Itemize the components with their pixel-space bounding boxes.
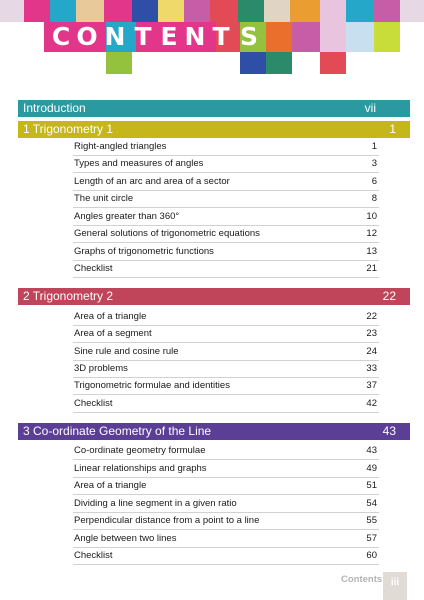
toc-entry[interactable] [73, 343, 379, 361]
entry-title: Angle between two lines [74, 533, 177, 544]
entry-title: Right-angled triangles [74, 141, 167, 152]
title-letter: O [76, 22, 98, 51]
entry-title: Area of a triangle [74, 311, 147, 322]
toc-entry[interactable] [73, 512, 379, 530]
chapter-1-header[interactable] [18, 121, 410, 138]
entry-page: 54 [366, 498, 377, 509]
entry-title: Types and measures of angles [74, 158, 204, 169]
title-letter: T [212, 22, 230, 51]
chapter-page: 1 [389, 122, 396, 136]
entry-title: Sine rule and cosine rule [74, 346, 179, 357]
toc-entry[interactable] [73, 243, 379, 261]
entry-title: Linear relationships and graphs [74, 463, 207, 474]
toc-entry[interactable] [73, 477, 379, 495]
entry-title: General solutions of trigonometric equations [74, 228, 260, 239]
entry-title: Area of a triangle [74, 480, 147, 491]
chapter-page: 43 [382, 424, 396, 438]
entry-title: Angles greater than 360° [74, 211, 180, 222]
toc-entry[interactable] [73, 308, 379, 326]
toc-entry[interactable] [73, 547, 379, 565]
chapter-title: 2 Trigonometry 2 [23, 289, 114, 303]
entry-page: 55 [366, 515, 377, 526]
entry-title: Graphs of trigonometric functions [74, 246, 214, 257]
entry-page: 51 [366, 480, 377, 491]
intro-page: vii [364, 101, 376, 115]
entry-page: 57 [366, 533, 377, 544]
intro-row[interactable] [18, 100, 410, 117]
entry-title: Co-ordinate geometry formulae [74, 445, 206, 456]
entry-page: 33 [366, 363, 377, 374]
chapter-title: 3 Co-ordinate Geometry of the Line [23, 424, 212, 438]
toc-entry[interactable] [73, 138, 379, 156]
title-letter: T [134, 22, 152, 51]
entry-page: 37 [366, 380, 377, 391]
entry-title: Checklist [74, 398, 113, 409]
entry-page: 22 [366, 311, 377, 322]
entry-page: 21 [366, 263, 377, 274]
entry-page: 24 [366, 346, 377, 357]
title-letter: E [160, 22, 178, 51]
entry-page: 8 [371, 193, 377, 204]
toc-entry[interactable] [73, 155, 379, 173]
title-letter: N [184, 22, 206, 51]
title-letter: C [51, 22, 71, 51]
chapter-2-header[interactable] [18, 288, 410, 305]
toc-entry[interactable] [73, 395, 379, 413]
entry-title: Perpendicular distance from a point to a line [74, 515, 260, 526]
toc-entry[interactable] [73, 225, 379, 243]
title-letter: S [239, 22, 258, 51]
entry-page: 49 [366, 463, 377, 474]
toc-entry[interactable] [73, 530, 379, 548]
entry-title: Trigonometric formulae and identities [74, 380, 230, 391]
entry-page: 10 [366, 211, 377, 222]
toc-entry[interactable] [73, 208, 379, 226]
footer-page-number: iii [383, 572, 407, 600]
entry-page: 13 [366, 246, 377, 257]
toc-entry[interactable] [73, 495, 379, 513]
intro-label: Introduction [23, 101, 86, 115]
entry-page: 1 [371, 141, 377, 152]
toc-entry[interactable] [73, 360, 379, 378]
toc-entry[interactable] [73, 442, 379, 460]
toc-entry[interactable] [73, 377, 379, 395]
entry-page: 3 [371, 158, 377, 169]
entry-page: 42 [366, 398, 377, 409]
title-letter: N [104, 22, 126, 51]
entry-title: Dividing a line segment in a given ratio [74, 498, 237, 509]
entry-title: Checklist [74, 263, 113, 274]
entry-page: 6 [371, 176, 377, 187]
toc-entry[interactable] [73, 173, 379, 191]
entry-page: 12 [366, 228, 377, 239]
entry-title: Length of an arc and area of a sector [74, 176, 230, 187]
entry-page: 60 [366, 550, 377, 561]
toc-entry[interactable] [73, 190, 379, 208]
entry-title: Area of a segment [74, 328, 152, 339]
entry-title: 3D problems [74, 363, 128, 374]
toc-entry[interactable] [73, 260, 379, 278]
toc-entry[interactable] [73, 325, 379, 343]
toc-entry[interactable] [73, 460, 379, 478]
chapter-title: 1 Trigonometry 1 [23, 122, 114, 136]
footer-label: Contents [341, 574, 383, 585]
entry-title: The unit circle [74, 193, 134, 204]
entry-title: Checklist [74, 550, 113, 561]
chapter-page: 22 [382, 289, 396, 303]
chapter-3-header[interactable] [18, 423, 410, 440]
entry-page: 43 [366, 445, 377, 456]
entry-page: 23 [366, 328, 377, 339]
